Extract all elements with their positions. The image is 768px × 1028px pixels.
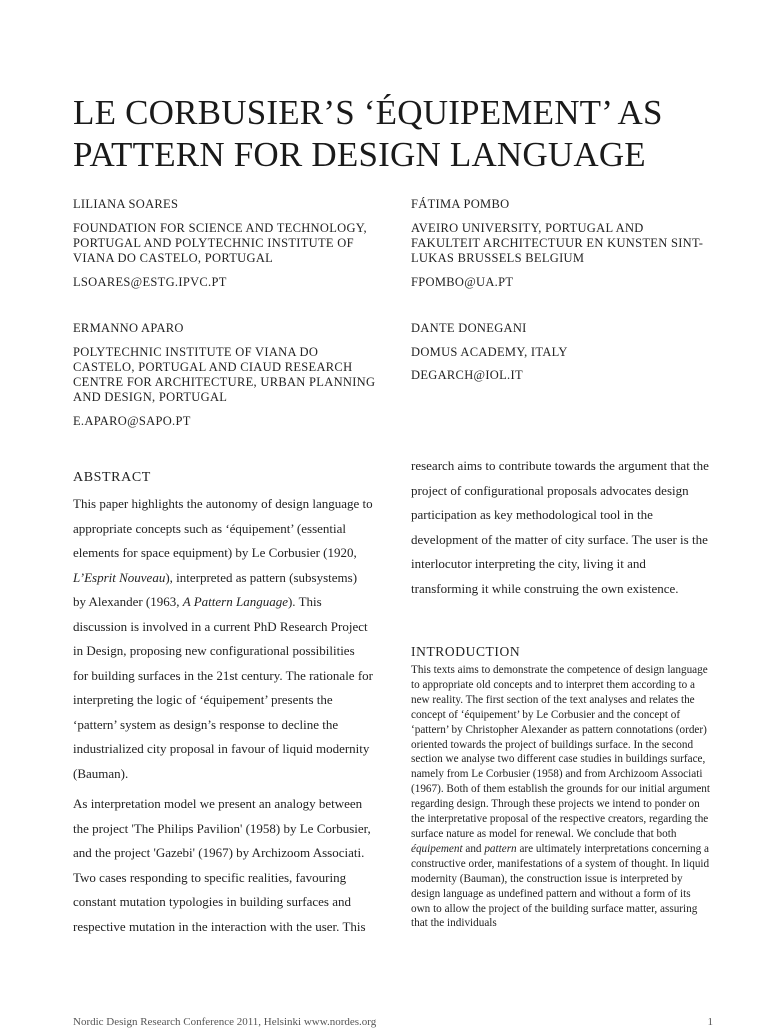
author-block: [411, 321, 711, 383]
author-name: LILIANA SOARES: [73, 197, 179, 211]
author-name: FÁTIMA POMBO: [411, 197, 510, 211]
author-email: LSOARES@ESTG.IPVC.PT: [73, 275, 227, 289]
author-affiliation: FOUNDATION FOR SCIENCE AND TECHNOLOGY, PORTUGAL AND POLYTECHNIC INSTITUTE OF VIANA DO CASTELO, PORTUGAL: [73, 221, 367, 265]
abstract-continuation: research aims to contribute towards the argument that the project of configurational proposals advocates design participation as key methodological tool in the development of the matter of city surface. The user is the interlocutor interpreting the city, living it and transforming it while construing the own existence.: [411, 458, 709, 596]
abstract-paragraph: As interpretation model we present an analogy between the project 'The Philips Pavilion' (1958) by Le Corbusier, and the project 'Gazebi' (1967) by Archizoom Associati. Two cases responding to specific realities, favouring constant mutation typologies in building surfaces and respective mutation in the interaction with the user. This: [73, 796, 371, 934]
footer-conference: Nordic Design Research Conference 2011, Helsinki www.nordes.org: [73, 1016, 377, 1028]
abstract-heading: ABSTRACT: [73, 470, 151, 485]
author-block: [73, 321, 378, 429]
author-affiliation: POLYTECHNIC INSTITUTE OF VIANA DO CASTELO, PORTUGAL AND CIAUD RESEARCH CENTRE FOR ARCHITECTURE, URBAN PLANNING AND DESIGN, PORTUGAL: [73, 345, 376, 404]
author-email: E.APARO@SAPO.PT: [73, 414, 191, 428]
author-name: DANTE DONEGANI: [411, 321, 527, 335]
author-block: [411, 197, 711, 290]
author-name: ERMANNO APARO: [73, 321, 184, 335]
abstract-paragraph: This paper highlights the autonomy of design language to appropriate concepts such as ‘équipement’ (essential elements for space equipment) by Le Corbusier (1920, L’Esprit Nouveau), interpreted as pattern (subsystems) by Alexander (1963, A Pattern Language). This discussion is involved in a current PhD Research Project in Design, proposing new configurational possibilities for building surfaces in the 21st century. The rationale for interpreting the logic of ‘équipement’ presents the ‘pattern’ system as design’s response to decline the industrialized city proposal in favour of liquid modernity (Bauman).: [73, 496, 373, 781]
page-footer: [73, 1016, 713, 1028]
author-block: [73, 197, 378, 290]
page-number: 1: [707, 1016, 713, 1028]
paper-title: LE CORBUSIER’S ‘ÉQUIPEMENT’ AS PATTERN FOR DESIGN LANGUAGE: [73, 93, 663, 174]
author-affiliation: AVEIRO UNIVERSITY, PORTUGAL AND FAKULTEIT ARCHITECTUUR EN KUNSTEN SINT-LUKAS BRUSSELS BELGIUM: [411, 221, 704, 265]
author-email: DEGARCH@IOL.IT: [411, 368, 523, 382]
abstract-body: [73, 492, 373, 945]
author-affiliation: DOMUS ACADEMY, ITALY: [411, 345, 568, 359]
author-email: FPOMBO@UA.PT: [411, 275, 514, 289]
introduction-body: This texts aims to demonstrate the competence of design language to appropriate old concepts and to interpret them according to a new reality. The first section of the text analyses and relates the concept of ‘équipement’ by Le Corbusier and the concept of ‘pattern’ by Christopher Alexander as pattern connotations (order) oriented towards the project of buildings surface. In the second section we analyse two different case studies in buildings surface, namely from Le Corbusier (1958) and from Archizoom Associati (1967). Both of them establish the grounds for our initial argument regarding design. Through these projects we intend to ponder on the interpretative proposal of the respective creators, regarding the surface nature as model for renewal. We conclude that both équipement and pattern are ultimately interpretations concerning a constructive order, manifestations of a system of thought. In liquid modernity (Bauman), the construction issue is interpreted by design language as undefined pattern and without a form of its own to allow the project of the building surface matter, assuring that the individuals: [411, 664, 711, 930]
introduction-heading: INTRODUCTION: [411, 644, 521, 659]
